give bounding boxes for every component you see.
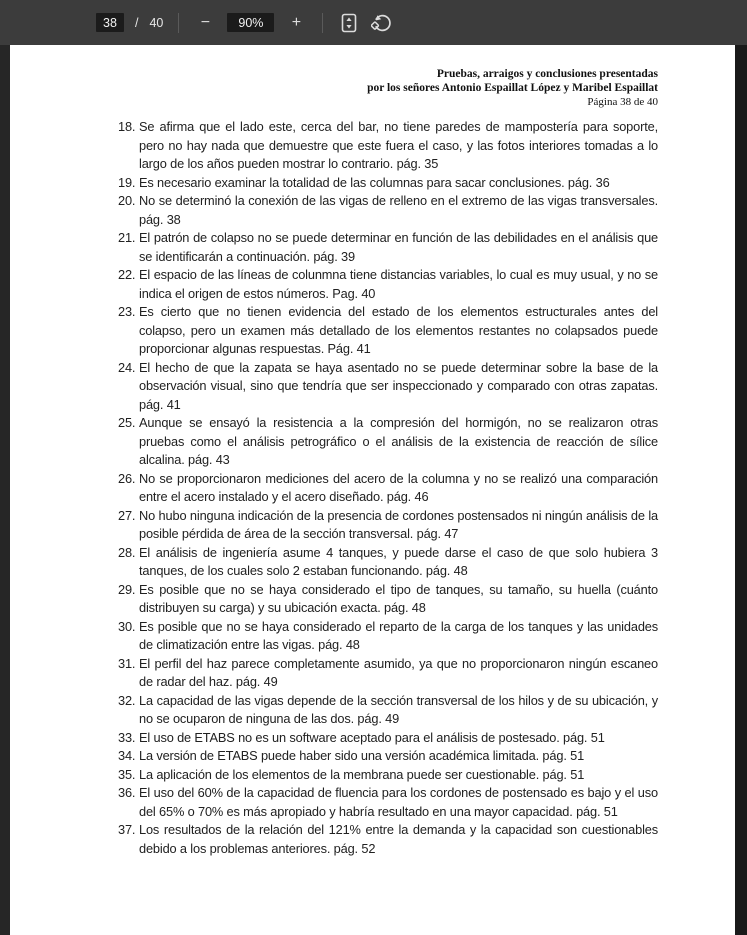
document-page [10, 45, 735, 935]
item-number: 27. [118, 507, 136, 523]
numbered-list [118, 118, 658, 858]
item-text: La aplicación de los elementos de la membrana puede ser cuestionable. pág. 51 [139, 766, 585, 782]
list-item [118, 747, 658, 766]
list-item [118, 692, 658, 729]
list-item [118, 784, 658, 821]
header-line-2: por los señores Antonio Espaillat López y Maribel Espaillat [367, 82, 658, 94]
item-number: 33. [118, 729, 136, 745]
toolbar-divider [178, 13, 179, 33]
item-text: El patrón de colapso no se puede determinar en función de las debilidades en el análisis que se identificarán a continuación. pág. 39 [139, 230, 658, 264]
item-text: Es posible que no se haya considerado el tipo de tanques, su tamaño, su huella (cuánto distribuyen su carga) y su ubicación exacta. pág. 48 [139, 581, 658, 615]
list-item [118, 507, 658, 544]
list-item [118, 414, 658, 470]
item-number: 26. [118, 470, 136, 486]
item-number: 22. [118, 267, 136, 282]
list-item [118, 303, 658, 359]
item-number: 24. [118, 359, 136, 375]
fit-to-page-button[interactable] [338, 12, 360, 34]
item-number: 23. [118, 304, 136, 319]
item-text: Es posible que no se haya considerado el reparto de la carga de los tanques y las unidades de climatización entre las vigas. pág. 48 [139, 618, 658, 652]
item-number: 18. [118, 119, 136, 134]
list-item [118, 544, 658, 581]
item-number: 21. [118, 230, 136, 245]
item-text: Se afirma que el lado este, cerca del bar, no tiene paredes de mampostería para soporte, pero no hay nada que demuestre que este fuera el caso, y las fotos interiores tomadas a lo largo de los años pueden mostrar lo contrario. pág. 35 [139, 119, 658, 171]
item-number: 29. [118, 581, 136, 597]
list-item [118, 821, 658, 858]
item-number: 37. [118, 822, 136, 837]
item-number: 25. [118, 415, 136, 430]
list-item [118, 266, 658, 303]
fit-to-page-icon [341, 13, 357, 33]
list-item [118, 618, 658, 655]
zoom-out-button[interactable]: − [194, 12, 216, 34]
list-item [118, 655, 658, 692]
zoom-in-button[interactable]: + [285, 12, 307, 34]
item-number: 36. [118, 785, 136, 800]
item-text: Es cierto que no tienen evidencia del estado de los elementos estructurales antes del colapso, pero un examen más detallado de los elementos restantes no colapsados puede proporcionar algunas respuestas. Pág. 41 [139, 304, 658, 356]
item-number: 30. [118, 618, 136, 634]
item-number: 20. [118, 193, 136, 208]
list-item [118, 118, 658, 174]
item-text: La versión de ETABS puede haber sido una versión académica limitada. pág. 51 [139, 748, 585, 763]
toolbar-divider [322, 13, 323, 33]
list-item [118, 470, 658, 507]
list-item [118, 359, 658, 415]
item-text: Aunque se ensayó la resistencia a la compresión del hormigón, no se realizaron otras pruebas como el análisis petrográfico o el análisis de la existencia de reacción de sílice alcalina. pág. 43 [139, 415, 658, 467]
page-separator: / [135, 15, 139, 30]
item-text: No se proporcionaron mediciones del acero de la columna y no se realizó una comparación entre el acero instalado y el acero diseñado. pág. 46 [139, 470, 658, 504]
list-item [118, 766, 658, 785]
scrollbar-track[interactable] [735, 45, 747, 935]
item-text: No hubo ninguna indicación de la presencia de cordones postensados ni ningún análisis de la posible pérdida de área de la sección transversal. pág. 47 [139, 507, 658, 541]
item-text: No se determinó la conexión de las vigas de relleno en el extremo de las vigas transversales. pág. 38 [139, 193, 658, 227]
item-number: 34. [118, 748, 136, 763]
item-text: El análisis de ingeniería asume 4 tanques, y puede darse el caso de que solo hubiera 3 tanques, de los cuales solo 2 estaban funcionando. pág. 48 [139, 544, 658, 578]
document-header [118, 67, 658, 109]
item-number: 35. [118, 766, 136, 782]
rotate-counterclockwise-icon [371, 12, 393, 34]
item-text: El uso de ETABS no es un software aceptado para el análisis de postesado. pág. 51 [139, 729, 605, 745]
item-text: El perfil del haz parece completamente asumido, ya que no proporcionaron ningún escaneo de radar del haz. pág. 49 [139, 655, 658, 689]
item-number: 28. [118, 544, 136, 560]
toolbar-controls [96, 0, 393, 45]
item-text: Los resultados de la relación del 121% entre la demanda y la capacidad son cuestionables debido a los problemas anteriores. pág. 52 [139, 822, 658, 856]
page-total: 40 [149, 15, 164, 30]
item-text: La capacidad de las vigas depende de la sección transversal de los hilos y de su ubicación, y no se ocuparon de ninguna de las dos. pág. 49 [139, 692, 658, 726]
item-number: 31. [118, 655, 136, 671]
item-text: El uso del 60% de la capacidad de fluencia para los cordones de postensado es bajo y el uso del 65% o 70% es más apropiado y habría resultado en una mayor capacidad. pág. 51 [139, 785, 658, 819]
item-number: 32. [118, 692, 136, 708]
header-line-3: Página 38 de 40 [587, 96, 658, 108]
page-number-input[interactable] [96, 13, 124, 32]
pdf-toolbar [0, 0, 747, 45]
item-number: 19. [118, 174, 136, 190]
header-line-1: Pruebas, arraigos y conclusiones presentadas [436, 68, 658, 80]
item-text: Es necesario examinar la totalidad de las columnas para sacar conclusiones. pág. 36 [139, 174, 610, 190]
zoom-level: 90% [227, 13, 274, 32]
list-item [118, 174, 658, 193]
list-item [118, 192, 658, 229]
item-text: El espacio de las líneas de colunmna tiene distancias variables, lo cual es muy usual, y no se indica el origen de estos números. Pag. 40 [139, 267, 658, 301]
list-item [118, 729, 658, 748]
list-item [118, 581, 658, 618]
item-text: El hecho de que la zapata se haya asentado no se puede determinar sobre la base de la observación visual, sino que tendría que ser inspeccionado y comparado con otras zapatas. pág. 41 [139, 359, 658, 412]
rotate-button[interactable] [371, 12, 393, 34]
list-item [118, 229, 658, 266]
